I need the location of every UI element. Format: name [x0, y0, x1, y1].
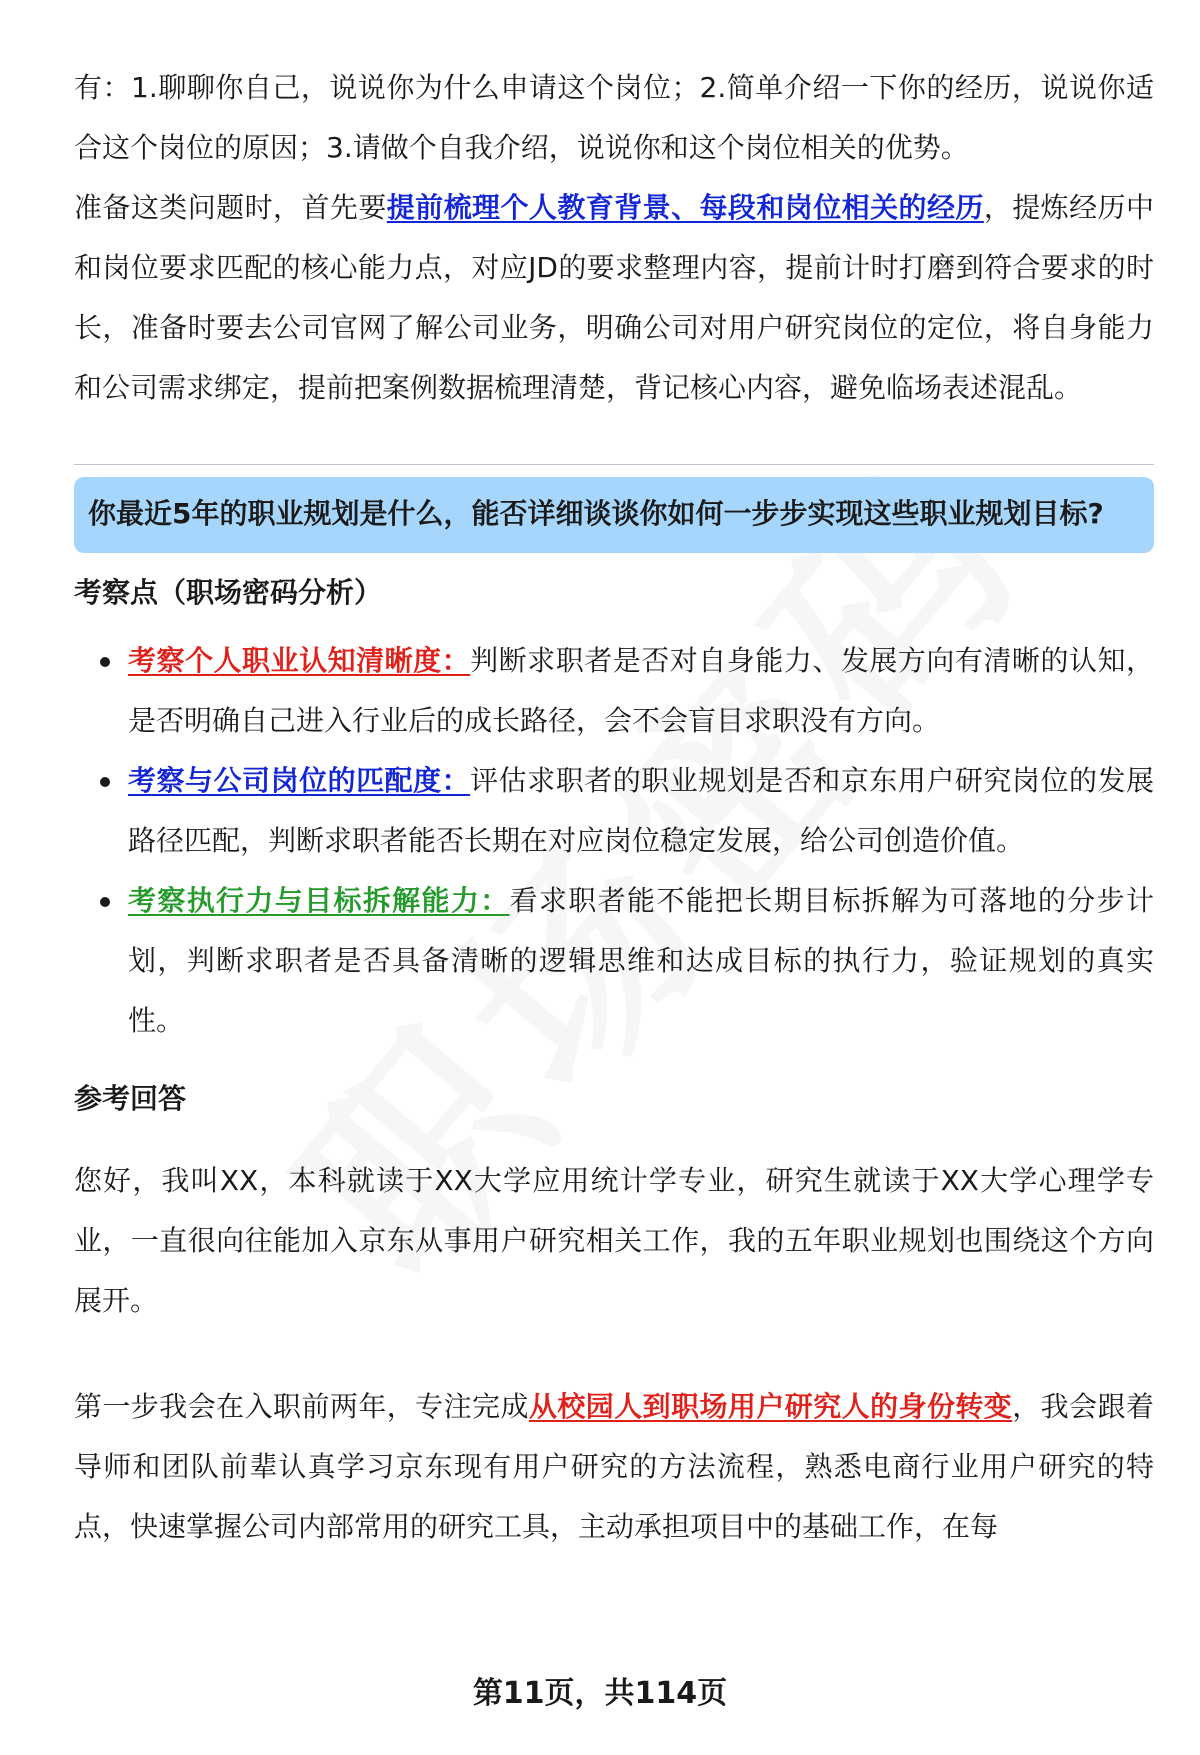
bullet-icon	[100, 777, 110, 787]
assessment-point-text: 看求职者能不能把长期目标拆解为可落地的分步计划，判断求职者是否具备清晰的逻辑思维和达成目标的执行力，验证规划的真实性。	[128, 884, 1154, 1037]
assessment-point	[74, 631, 1154, 751]
reference-highlight: 从校园人到职场用户研究人的身份转变	[528, 1390, 1013, 1423]
assessment-heading: 考察点（职场密码分析）	[74, 576, 383, 609]
question-text: 你最近5年的职业规划是什么，能否详细谈谈你如何一步步实现这些职业规划目标?	[88, 497, 1104, 530]
reference-heading: 参考回答	[74, 1082, 187, 1115]
assessment-point	[74, 871, 1154, 1051]
document-body	[74, 58, 1154, 1557]
question-box	[74, 477, 1154, 553]
reference-paragraph-2	[74, 1377, 1154, 1557]
section-divider	[74, 464, 1154, 465]
assessment-point-title: 考察个人职业认知清晰度：	[128, 644, 471, 677]
assessment-point	[74, 751, 1154, 871]
assessment-point-text: 评估求职者的职业规划是否和京东用户研究岗位的发展路径匹配，判断求职者能否长期在对应岗位稳定发展，给公司创造价值。	[128, 764, 1154, 857]
preparation-text-end: ，提炼经历中和岗位要求匹配的核心能力点，对应JD的要求整理内容，提前计时打磨到符合要求的时长，准备时要去公司官网了解公司业务，明确公司对用户研究岗位的定位，将自身能力和公司需求绑定，提前把案例数据梳理清楚，背记核心内容，避免临场表述混乱。	[74, 191, 1154, 404]
reference-paragraph-1: 您好，我叫XX，本科就读于XX大学应用统计学专业，研究生就读于XX大学心理学专业，一直很向往能加入京东从事用户研究相关工作，我的五年职业规划也围绕这个方向展开。	[74, 1164, 1154, 1317]
assessment-point-title: 考察执行力与目标拆解能力：	[128, 884, 510, 917]
reference-text-start: 第一步我会在入职前两年，专注完成	[74, 1390, 529, 1423]
assessment-list	[74, 631, 1154, 1051]
preparation-highlight: 提前梳理个人教育背景、每段和岗位相关的经历	[386, 191, 984, 224]
intro-paragraph: 有：1.聊聊你自己，说说你为什么申请这个岗位；2.简单介绍一下你的经历，说说你适合这个岗位的原因；3.请做个自我介绍，说说你和这个岗位相关的优势。	[74, 71, 1154, 164]
bullet-icon	[100, 657, 110, 667]
bullet-icon	[100, 897, 110, 907]
reference-text-end: ，我会跟着导师和团队前辈认真学习京东现有用户研究的方法流程，熟悉电商行业用户研究的特点，快速掌握公司内部常用的研究工具，主动承担项目中的基础工作，在每	[74, 1390, 1154, 1543]
page-number: 第11页，共114页	[472, 1676, 728, 1711]
assessment-point-text: 判断求职者是否对自身能力、发展方向有清晰的认知，是否明确自己进入行业后的成长路径，会不会盲目求职没有方向。	[128, 644, 1154, 737]
preparation-text-start: 准备这类问题时，首先要	[74, 191, 387, 224]
assessment-point-title: 考察与公司岗位的匹配度：	[128, 764, 471, 797]
preparation-paragraph	[74, 178, 1154, 418]
